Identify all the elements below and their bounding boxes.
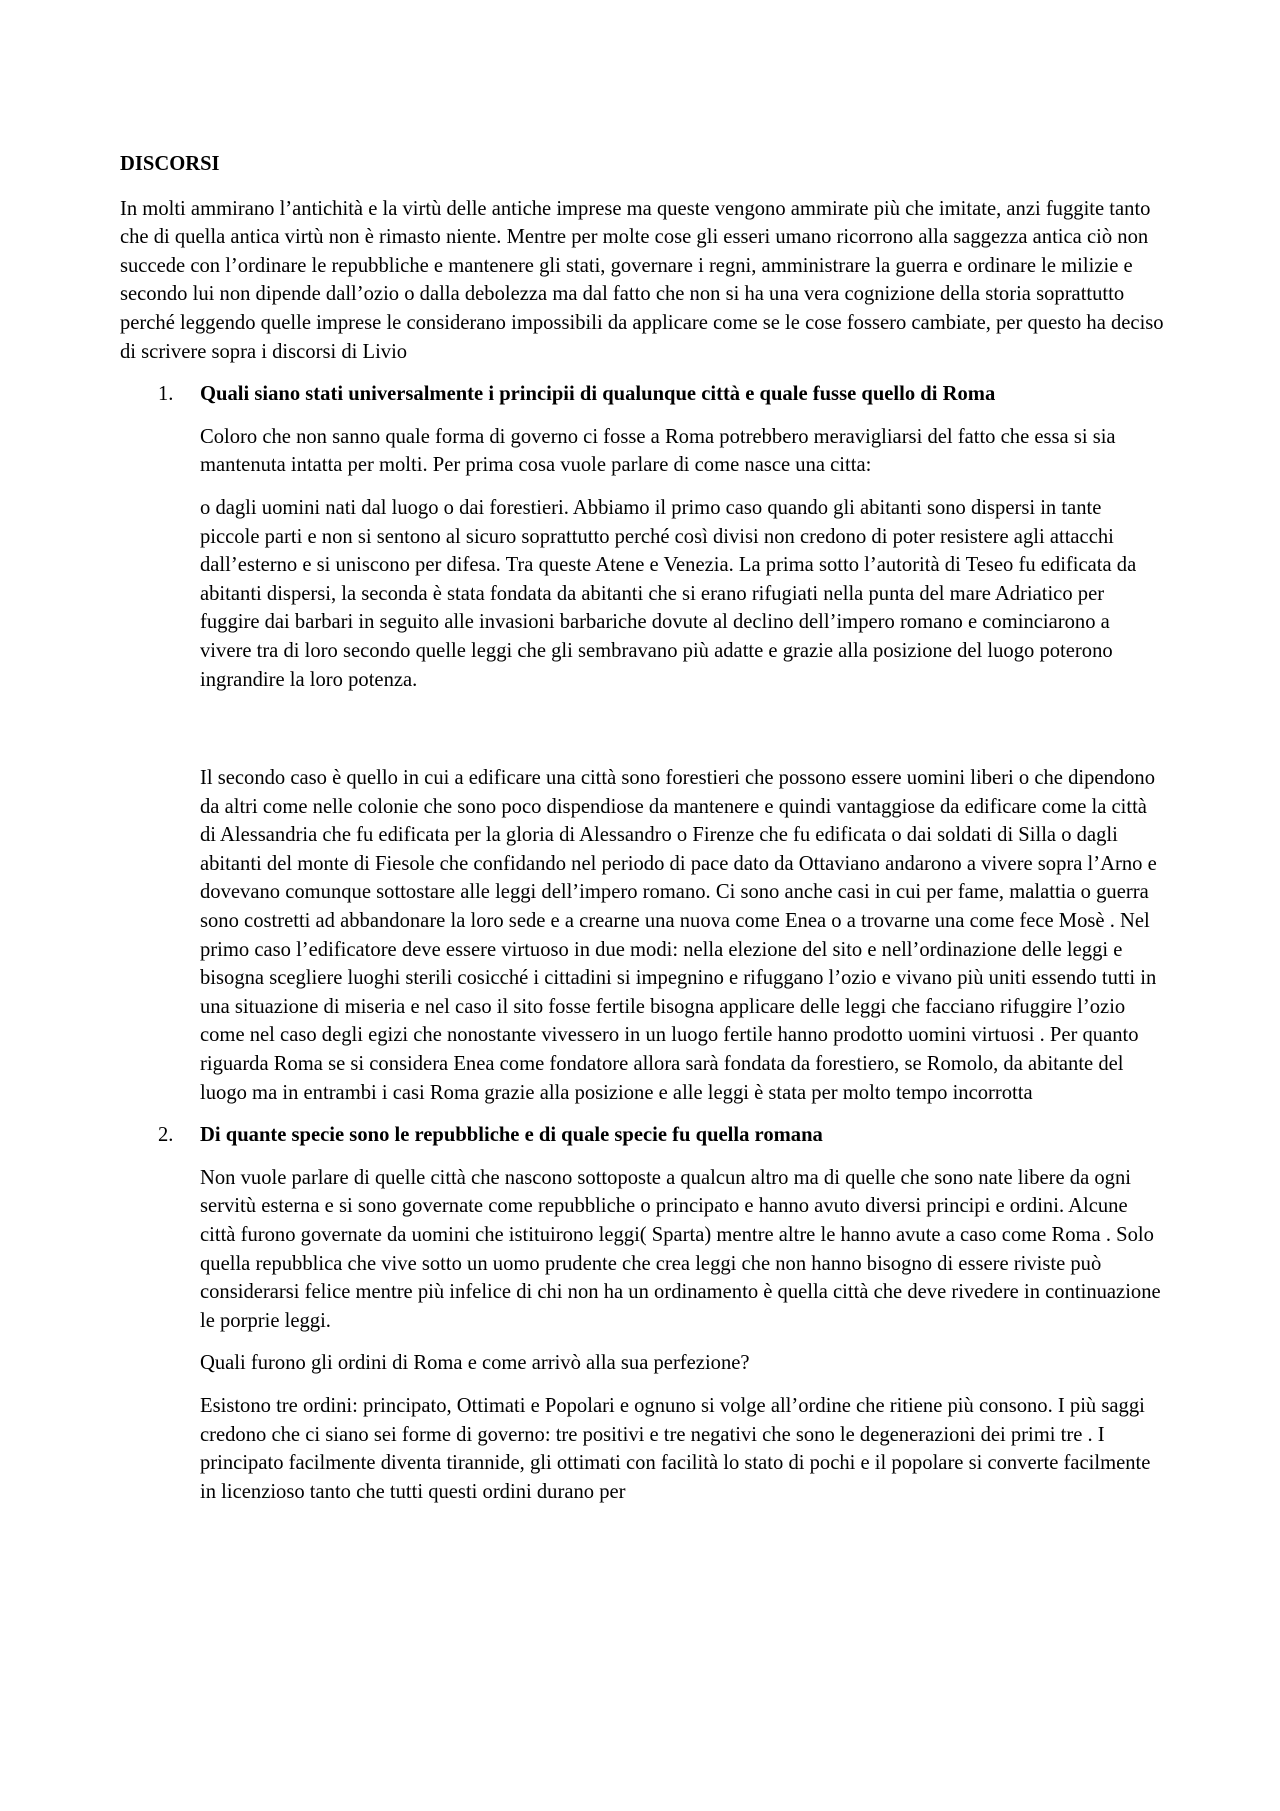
section-paragraph: Quali furono gli ordini di Roma e come arrivò alla sua perfezione? [200, 1352, 750, 1375]
section-paragraph: o dagli uomini nati dal luogo o dai forestieri. Abbiamo il primo caso quando gli abitanti sono dispersi in tante piccole parti e non si sentono al sicuro soprattutto perché così divisi non credono di poter resistere agli attacchi dall’esterno e si uniscono per difesa. Tra queste Atene e Venezia. La prima sotto l’autorità di Teseo fu edificata da abitanti dispersi, la seconda è stata fondata da abitanti che si erano rifugiati nella punta del mare Adriatico per fuggire dai barbari in seguito alle invasioni barbariche dovute al declino dell’impero romano e cominciarono a vivere tra di loro secondo quelle leggi che gli sembravano più adatte e grazie alla posizione del luogo poterono ingrandire la loro potenza. [200, 496, 1137, 691]
section-paragraph: Il secondo caso è quello in cui a edificare una città sono forestieri che possono essere uomini liberi o che dipendono da altri come nelle colonie che sono poco dispendiose da mantenere e quindi vantaggiose da edificare come la città di Alessandria che fu edificata per la gloria di Alessandro o Firenze che fu edificata o dai soldati di Silla o dagli abitanti del monte di Fiesole che confidando nel periodo di pace dato da Ottaviano andarono a vivere sopra l’Arno e dovevano comunque sottostare alle leggi dell’impero romano. Ci sono anche casi in cui per fame, malattia o guerra sono costretti ad abbandonare la loro sede e a crearne una nuova come Enea o a trovarne una come fece Mosè . Nel primo caso l’edificatore deve essere virtuoso in due modi: nella elezione del sito e nell’ordinazione delle leggi e bisogna scegliere luoghi sterili cosicché i cittadini si impegnino e rifuggano l’ozio e vivano più uniti essendo tutti in una situazione di miseria e nel caso il sito fosse fertile bisogna applicare delle leggi che facciano rifuggire l’ozio come nel caso degli egizi che nonostante vivessero in un luogo fertile hanno prodotto uomini virtuosi . Per quanto riguarda Roma se si considera Enea come fondatore allora sarà fondata da forestiero, se Romolo, da abitante del luogo ma in entrambi i casi Roma grazie alla posizione e alle leggi è stata per molto tempo incorrotta [200, 767, 1157, 1104]
section-heading [158, 1121, 1165, 1150]
section-number: 2. [158, 1124, 174, 1147]
blank-line-spacer [200, 708, 1165, 764]
section-number: 1. [158, 383, 174, 406]
section-heading-text: Quali siano stati universalmente i principii di qualunque città e quale fusse quello di Roma [200, 383, 996, 406]
section-heading [158, 380, 1165, 409]
section-paragraph: Coloro che non sanno quale forma di governo ci fosse a Roma potrebbero meravigliarsi del fatto che essa si sia mantenuta intatta per molti. Per prima cosa vuole parlare di come nasce una citta: [200, 425, 1116, 477]
section-paragraph: Non vuole parlare di quelle città che nascono sottoposte a qualcun altro ma di quelle che sono nate libere da ogni servitù esterna e si sono governate come repubbliche o principato e hanno avuto diversi principi e ordini. Alcune città furono governate da uomini che istituirono leggi( Sparta) mentre altre le hanno avute a caso come Roma . Solo quella repubblica che vive sotto un uomo prudente che crea leggi che non hanno bisogno di essere riviste può considerarsi felice mentre più infelice di chi non ha un ordinamento è quella città che deve rivedere in continuazione le porprie leggi. [200, 1166, 1161, 1332]
section-paragraph: Esistono tre ordini: principato, Ottimati e Popolari e ognuno si volge all’ordine che ritiene più consono. I più saggi credono che ci siano sei forme di governo: tre positivi e tre negativi che sono le degenerazioni dei primi tre . I principato facilmente diventa tirannide, gli ottimati con facilità lo stato di pochi e il popolare si converte facilmente in licenzioso tanto che tutti questi ordini durano per [200, 1394, 1151, 1503]
document-page [120, 150, 1165, 1520]
section-2 [120, 1121, 1165, 1506]
section-heading-text: Di quante specie sono le repubbliche e di quale specie fu quella romana [200, 1124, 823, 1147]
document-title: DISCORSI [120, 153, 220, 175]
section-1 [120, 380, 1165, 1107]
intro-paragraph: In molti ammirano l’antichità e la virtù delle antiche imprese ma queste vengono ammirate più che imitate, anzi fuggite tanto che di quella antica virtù non è rimasto niente. Mentre per molte cose gli esseri umano ricorrono alla saggezza antica ciò non succede con l’ordinare le repubbliche e mantenere gli stati, governare i regni, amministrare la guerra e ordinare le milizie e secondo lui non dipende dall’ozio o dalla debolezza ma dal fatto che non si ha una vera cognizione della storia soprattutto perché leggendo quelle imprese le considerano impossibili da applicare come se le cose fossero cambiate, per questo ha deciso di scrivere sopra i discorsi di Livio [120, 197, 1164, 363]
